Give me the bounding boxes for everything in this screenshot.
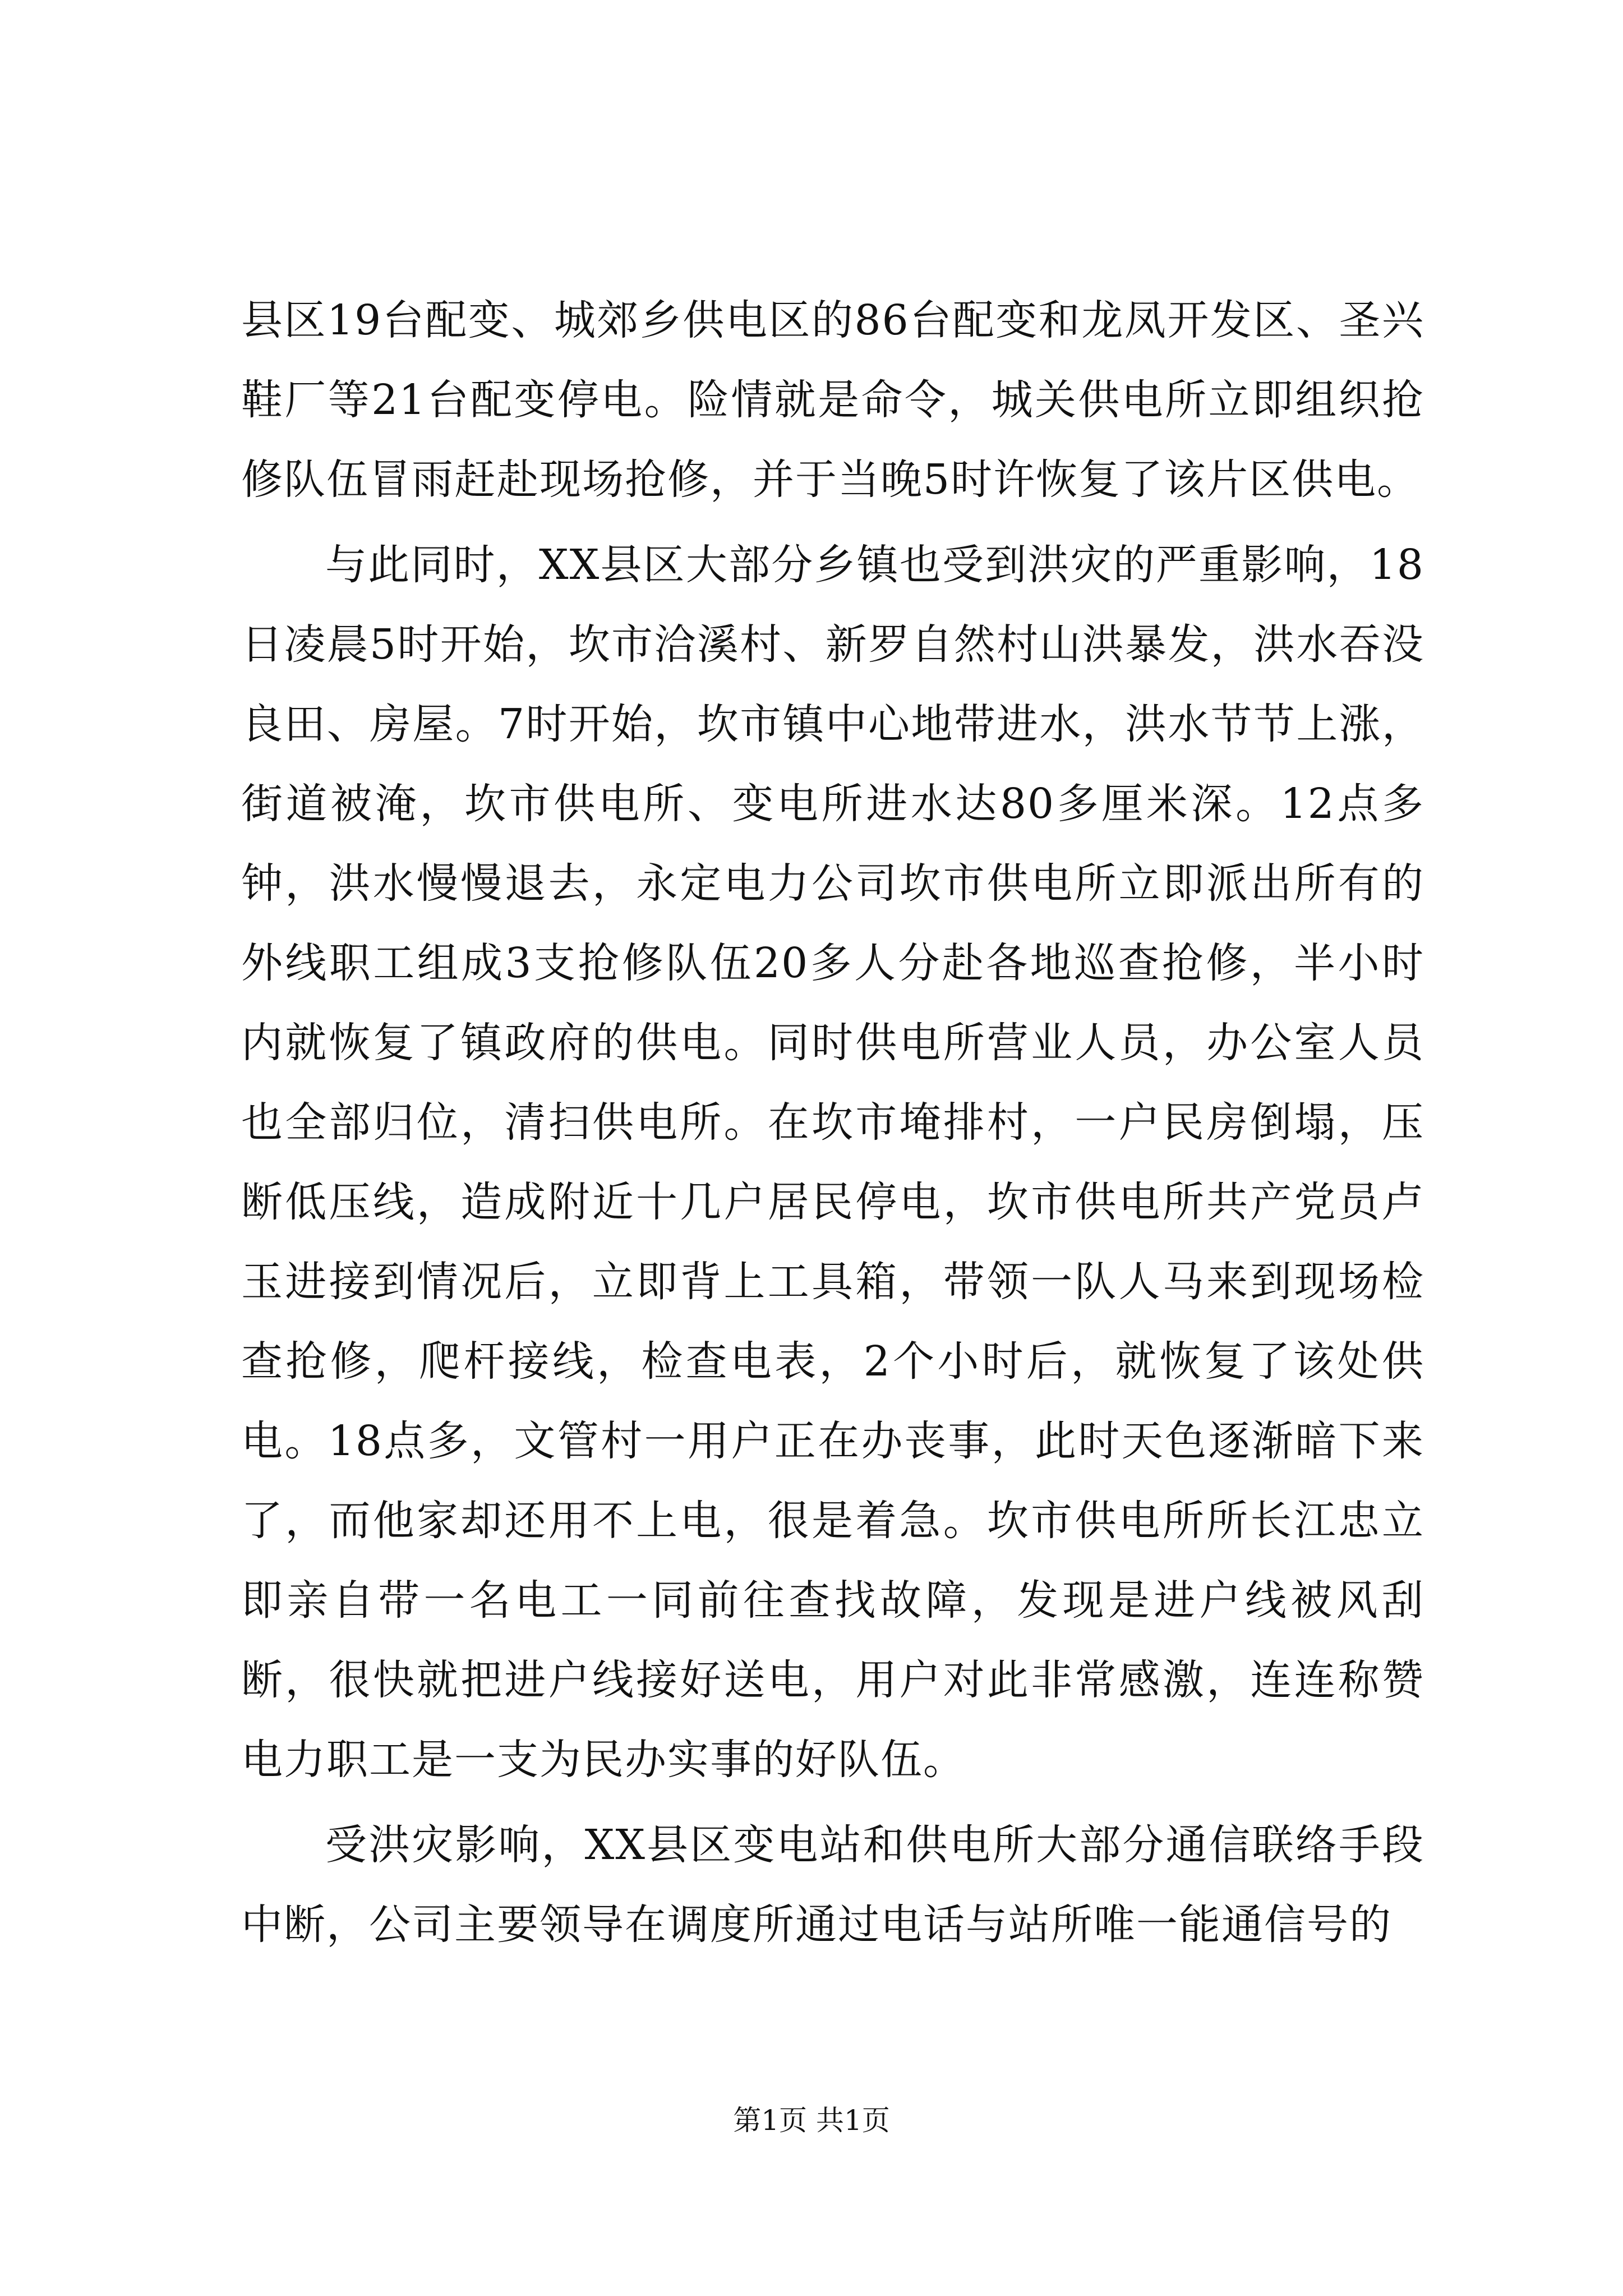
page-footer: 第1页 共1页 bbox=[733, 2104, 890, 2137]
paragraph-1: 县区19台配变、城郊乡供电区的86台配变和龙凤开发区、圣兴鞋厂等21台配变停电。险情就是命令，城关供电所立即组织抢修队伍冒雨赶赴现场抢修，并于当晚5时许恢复了该片区供电。 bbox=[241, 296, 1424, 504]
document-body bbox=[241, 280, 1424, 1970]
paragraph-3: 受洪灾影响，XX县区变电站和供电所大部分通信联络手段中断，公司主要领导在调度所通过电话与站所唯一能通信号的 bbox=[241, 1821, 1424, 1949]
paragraph-2: 与此同时，XX县区大部分乡镇也受到洪灾的严重影响，18日凌晨5时开始，坎市洽溪村、新罗自然村山洪暴发，洪水吞没良田、房屋。7时开始，坎市镇中心地带进水，洪水节节上涨，街道被淹，坎市供电所、变电所进水达80多厘米深。12点多钟，洪水慢慢退去，永定电力公司坎市供电所立即派出所有的外线职工组成3支抢修队伍20多人分赴各地巡查抢修，半小时内就恢复了镇政府的供电。同时供电所营业人员，办公室人员也全部归位，清扫供电所。在坎市埯排村，一户民房倒塌，压断低压线，造成附近十几户居民停电，坎市供电所共产党员卢玉进接到情况后，立即背上工具箱，带领一队人马来到现场检查抢修，爬杆接线，检查电表，2个小时后，就恢复了该处供电。18点多，文管村一用户正在办丧事，此时天色逐渐暗下来了，而他家却还用不上电，很是着急。坎市供电所所长江忠立即亲自带一名电工一同前往查找故障，发现是进户线被风刮断，很快就把进户线接好送电，用户对此非常感激，连连称赞电力职工是一支为民办实事的好队伍。 bbox=[241, 541, 1424, 1784]
